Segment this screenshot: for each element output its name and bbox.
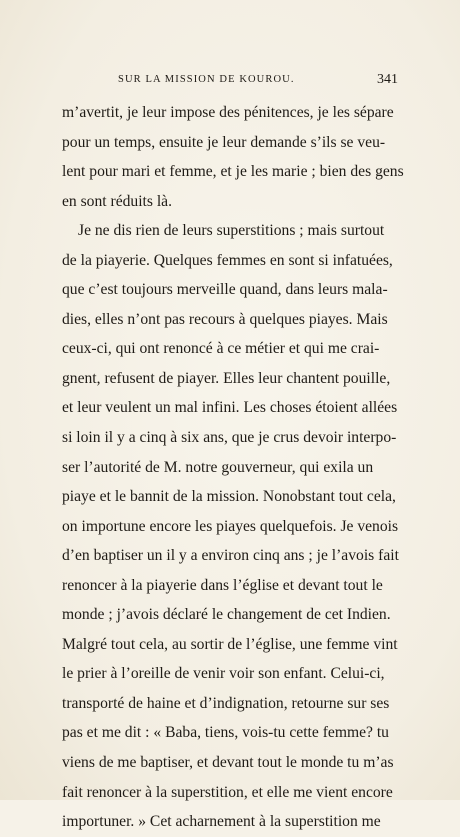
text-line: piaye et le bannit de la mission. Nonobstant tout cela, xyxy=(62,488,396,506)
text-line: le prier à l’oreille de venir voir son enfant. Celui-ci, xyxy=(62,665,385,683)
text-line: monde ; j’avois déclaré le changement de cet Indien. xyxy=(62,606,391,624)
text-line: d’en baptiser un il y a environ cinq ans ; je l’avois fait xyxy=(62,547,399,565)
text-line: de la piayerie. Quelques femmes en sont si infatuées, xyxy=(62,251,393,269)
text-line: dies, elles n’ont pas recours à quelques piayes. Mais xyxy=(62,310,388,328)
text-line: fait renoncer à la superstition, et elle me vient encore xyxy=(62,783,393,801)
running-title: SUR LA MISSION DE KOUROU. xyxy=(118,74,295,85)
text-line: pas et me dit : « Baba, tiens, vois-tu cette femme? tu xyxy=(62,724,389,742)
text-line: transporté de haine et d’indignation, retourne sur ses xyxy=(62,694,390,712)
text-line: ceux-ci, qui ont renoncé à ce métier et qui me crai- xyxy=(62,340,380,358)
text-line: Malgré tout cela, au sortir de l’église, une femme vint xyxy=(62,635,398,653)
text-line: viens de me baptiser, et devant tout le monde tu m’as xyxy=(62,754,394,772)
page-number: 341 xyxy=(377,72,398,87)
text-line: pour un temps, ensuite je leur demande s’ils se veu- xyxy=(62,133,386,151)
text-line: ser l’autorité de M. notre gouverneur, qui exila un xyxy=(62,458,374,476)
text-line: si loin il y a cinq à six ans, que je crus devoir interpo- xyxy=(62,429,397,447)
text-line: en sont réduits là. xyxy=(62,192,173,210)
body-text xyxy=(62,98,404,837)
running-head xyxy=(118,74,398,92)
text-line: Je ne dis rien de leurs superstitions ; mais surtout xyxy=(78,222,385,240)
text-line: renoncer à la piayerie dans l’église et devant tout le xyxy=(62,576,383,594)
text-line: lent pour mari et femme, et je les marie ; bien des gens xyxy=(62,163,404,181)
text-line: importuner. » Cet acharnement à la superstition me xyxy=(62,813,381,831)
text-line: gnent, refusent de piayer. Elles leur chantent pouille, xyxy=(62,369,391,387)
text-line: et leur veulent un mal infini. Les choses étoient allées xyxy=(62,399,398,417)
text-line: on importune encore les piayes quelquefois. Je venois xyxy=(62,517,399,535)
text-line: m’avertit, je leur impose des pénitences, je les sépare xyxy=(62,104,394,121)
text-line: que c’est toujours merveille quand, dans leurs mala- xyxy=(62,281,388,299)
